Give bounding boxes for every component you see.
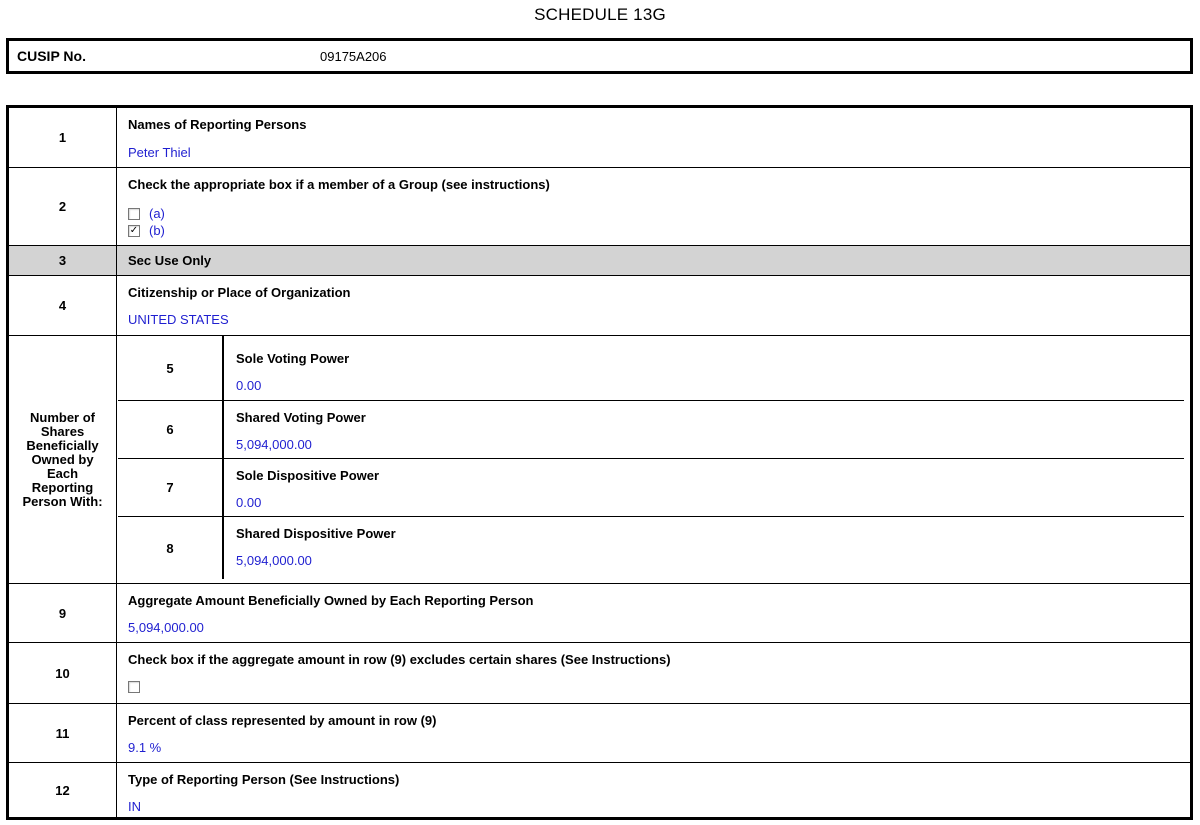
citizenship-value: UNITED STATES	[128, 312, 229, 327]
page-title: SCHEDULE 13G	[534, 5, 666, 24]
shares-block	[9, 336, 1190, 584]
row-number: 10	[9, 643, 117, 703]
row-label: Check box if the aggregate amount in row (9) excludes certain shares (See Instructions)	[128, 652, 671, 667]
aggregate-amount-value: 5,094,000.00	[128, 620, 204, 635]
row-2	[9, 168, 1190, 246]
shared-voting-power-value: 5,094,000.00	[236, 437, 312, 452]
group-option-b[interactable]	[128, 223, 165, 238]
row-9	[9, 584, 1190, 643]
reporting-person-type-value: IN	[128, 799, 141, 814]
row-12	[9, 763, 1190, 817]
cover-page-table	[6, 105, 1193, 820]
shares-owned-label: Number of Shares Beneficially Owned by Each Reporting Person With:	[9, 336, 117, 583]
row-number: 7	[118, 459, 224, 516]
group-option-a[interactable]	[128, 206, 165, 221]
sub-row-5	[118, 336, 1184, 401]
row-label: Type of Reporting Person (See Instructions)	[128, 772, 400, 787]
row-number: 2	[9, 168, 117, 245]
row-4	[9, 276, 1190, 336]
shared-dispositive-power-value: 5,094,000.00	[236, 553, 312, 568]
excludes-shares-checkbox[interactable]	[128, 681, 140, 693]
checkbox-b[interactable]: ✓	[129, 224, 139, 236]
row-10	[9, 643, 1190, 704]
row-label: Sec Use Only	[128, 253, 212, 268]
row-number: 6	[118, 401, 224, 458]
cusip-label: CUSIP No.	[17, 48, 86, 64]
sub-row-7	[118, 459, 1184, 517]
row-number: 3	[9, 246, 117, 275]
row-3	[9, 246, 1190, 276]
sub-row-8	[118, 517, 1184, 579]
row-label: Sole Dispositive Power	[236, 468, 380, 483]
row-label: Names of Reporting Persons	[128, 117, 307, 132]
row-number: 5	[118, 336, 224, 400]
row-number: 4	[9, 276, 117, 335]
percent-of-class-value: 9.1 %	[128, 740, 162, 755]
row-label: Citizenship or Place of Organization	[128, 285, 351, 300]
row-1	[9, 108, 1190, 168]
reporting-person-name: Peter Thiel	[128, 145, 191, 160]
sole-dispositive-power-value: 0.00	[236, 495, 262, 510]
sole-voting-power-value: 0.00	[236, 378, 262, 393]
cusip-box	[6, 38, 1193, 74]
row-11	[9, 704, 1190, 763]
excludes-shares-option[interactable]	[128, 681, 149, 693]
row-label: Check the appropriate box if a member of a Group (see instructions)	[128, 177, 550, 192]
cusip-value: 09175A206	[320, 48, 387, 64]
row-number: 1	[9, 108, 117, 167]
row-number: 12	[9, 763, 117, 817]
row-number: 11	[9, 704, 117, 762]
row-label: Percent of class represented by amount in row (9)	[128, 713, 437, 728]
checkbox-a[interactable]	[128, 208, 140, 220]
row-number: 9	[9, 584, 117, 642]
row-label: Sole Voting Power	[236, 351, 350, 366]
option-label: (b)	[149, 223, 165, 238]
row-number: 8	[118, 517, 224, 579]
row-label: Aggregate Amount Beneficially Owned by Each Reporting Person	[128, 593, 534, 608]
sub-row-6	[118, 401, 1184, 459]
option-label: (a)	[149, 206, 165, 221]
row-label: Shared Voting Power	[236, 410, 366, 425]
row-label: Shared Dispositive Power	[236, 526, 396, 541]
